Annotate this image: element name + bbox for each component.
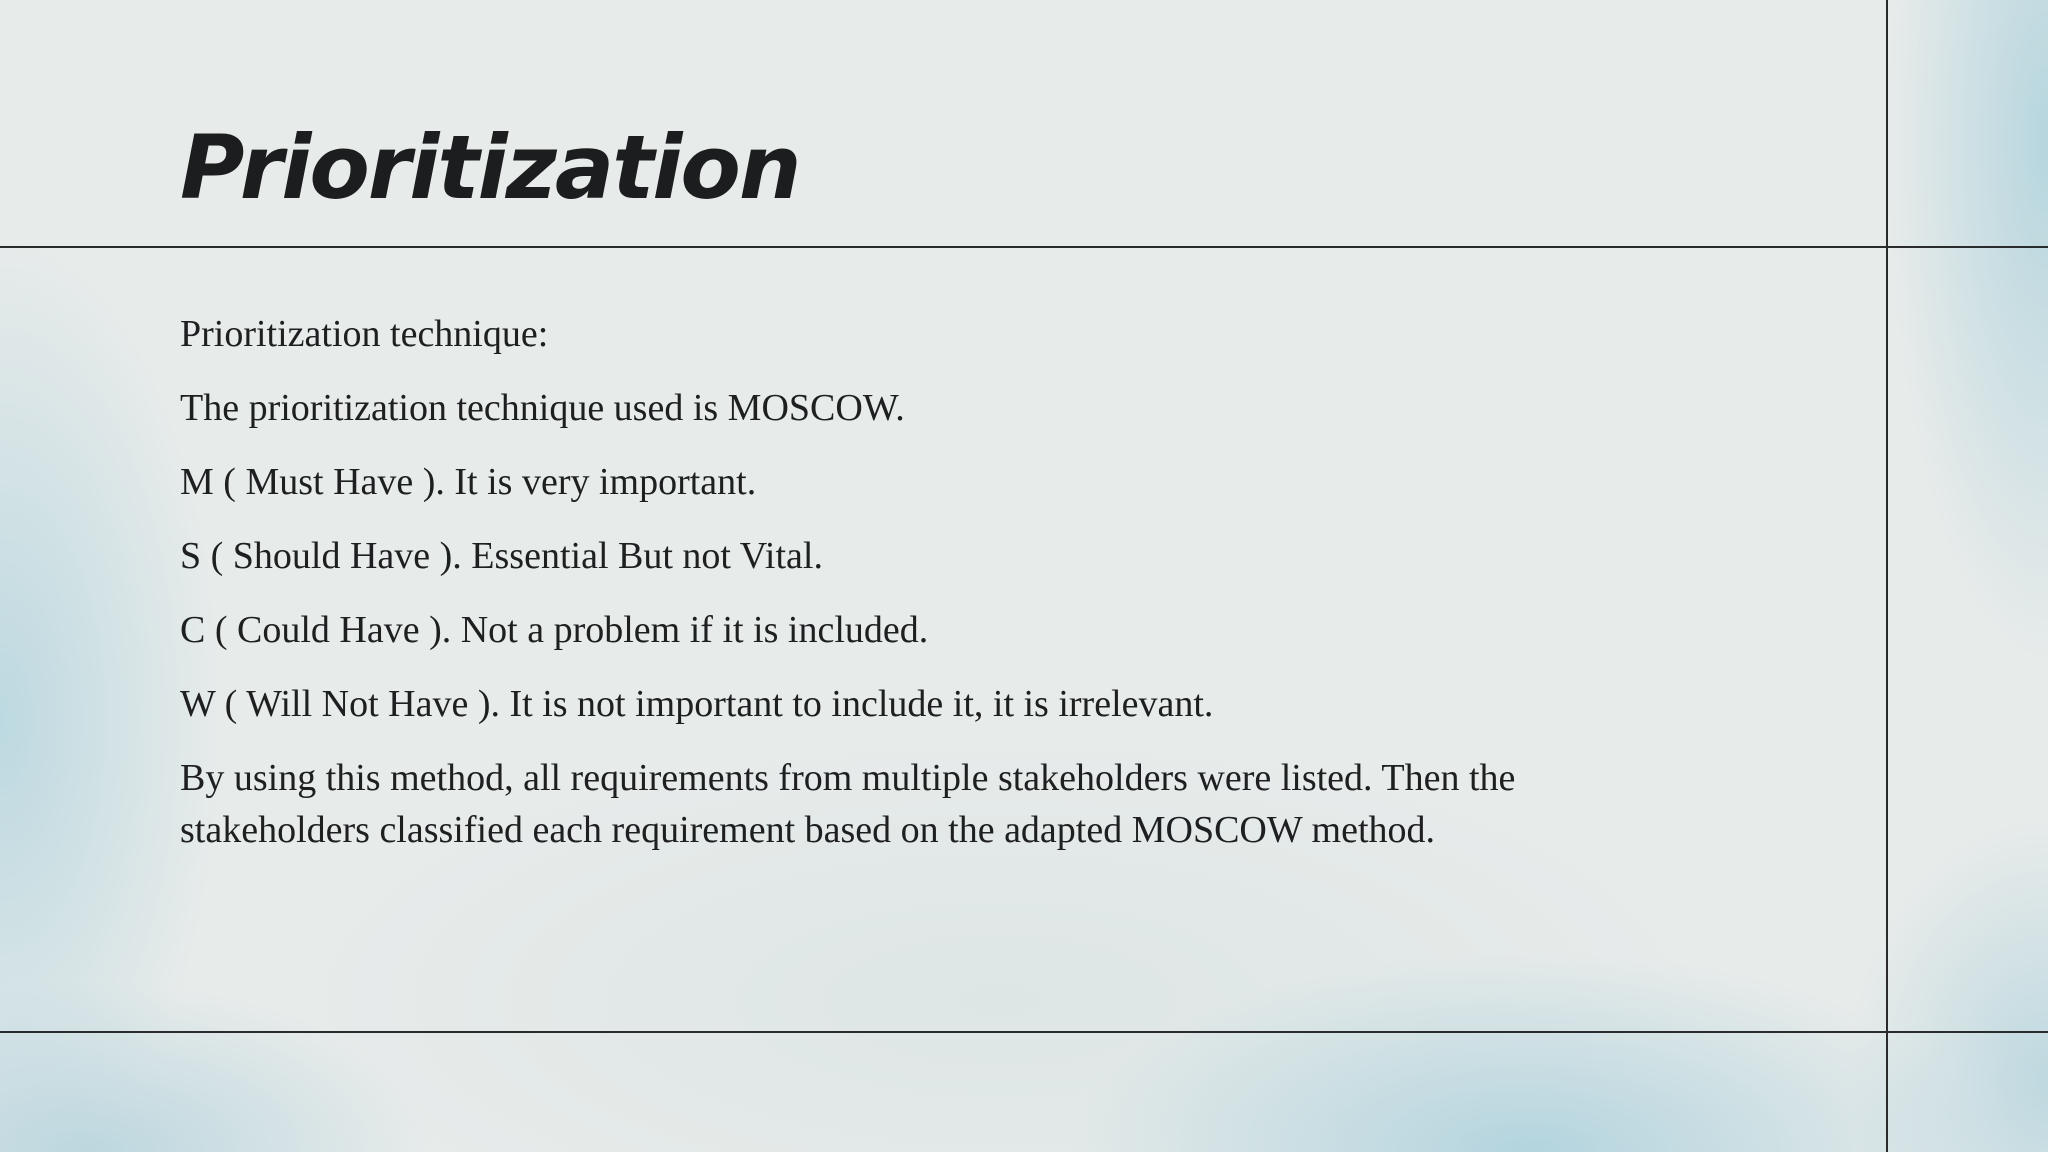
body-paragraph-should-have: S ( Should Have ). Essential But not Vital. bbox=[180, 535, 823, 577]
body-paragraph-method-summary: By using this method, all requirements from multiple stakeholders were listed. Then the stakeholders classified each requirement based on the adapted MOSCOW method. bbox=[180, 757, 1516, 851]
body-paragraph-technique: The prioritization technique used is MOSCOW. bbox=[180, 387, 905, 429]
right-divider-line bbox=[1886, 0, 1888, 1152]
body-paragraph-will-not-have: W ( Will Not Have ). It is not important to include it, it is irrelevant. bbox=[180, 683, 1214, 725]
body-paragraph-heading: Prioritization technique: bbox=[180, 313, 549, 355]
header-divider-line bbox=[0, 246, 2048, 248]
slide-body bbox=[180, 308, 1620, 878]
slide-title: Prioritization bbox=[180, 116, 800, 219]
body-paragraph-must-have: M ( Must Have ). It is very important. bbox=[180, 461, 757, 503]
footer-divider-line bbox=[0, 1031, 2048, 1033]
body-paragraph-could-have: C ( Could Have ). Not a problem if it is included. bbox=[180, 609, 929, 651]
